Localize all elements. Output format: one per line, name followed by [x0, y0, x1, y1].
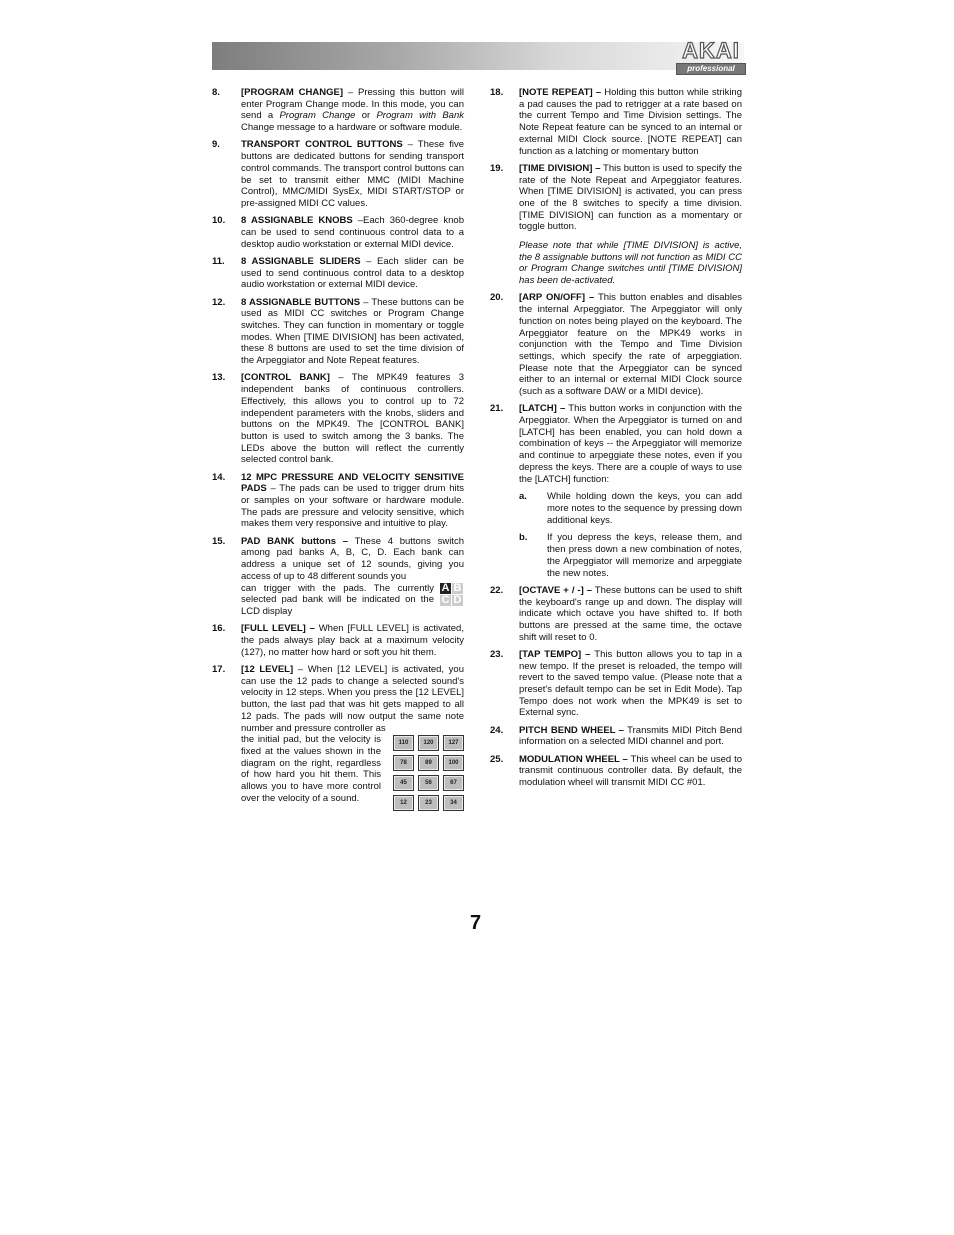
list-item	[212, 215, 464, 250]
velocity-pad: 127	[443, 735, 464, 751]
item-text: This button is used to specify the rate of the Note Repeat and Arpeggiator features. When [TIME DIVISION] is activated, you can press one of the 8 switches to specify a time division. [TIME DIVISION] can function as a momentary or toggle button.	[519, 162, 742, 233]
logo-brand: AKAI	[682, 38, 740, 63]
item-body	[241, 536, 464, 618]
item-text: – Each slider can be used to send continuous control data to a desktop audio workstation or external MIDI device.	[241, 255, 464, 291]
pad-bank-c: C	[441, 593, 450, 606]
item-number: 14.	[212, 471, 226, 483]
item-number: 11.	[212, 255, 225, 267]
item-body	[519, 725, 742, 748]
item-body	[519, 403, 742, 579]
list-item-17	[212, 664, 464, 811]
logo-subtitle: professional	[676, 63, 746, 75]
item-number: 10.	[212, 215, 226, 227]
item-number: 22.	[490, 584, 504, 596]
item-text: When [FULL LEVEL] is activated, the pads always play back at a maximum velocity (127), no matter how hard or soft you hit them.	[241, 623, 464, 658]
item-title: PITCH BEND WHEEL –	[519, 724, 624, 736]
item-body	[519, 754, 742, 789]
item-text: – The pads can be used to trigger drum hits or samples on your software or hardware module. The pads are pressure and velocity sensitive, which makes them very responsive and intuitive to play.	[241, 483, 464, 530]
sub-item-a	[519, 491, 742, 526]
velocity-pad: 100	[443, 755, 464, 771]
item-number: 19.	[490, 162, 504, 174]
item-number: 12.	[212, 296, 226, 308]
item-number: 15.	[212, 535, 226, 547]
item-title: [ARP ON/OFF] –	[519, 292, 595, 304]
item-body	[241, 139, 464, 209]
item-title: 12 MPC PRESSURE AND VELOCITY SENSITIVE PADS	[241, 471, 464, 495]
item-text-segment: – Pressing this button will enter Program Change mode. In this mode, you can send a	[241, 87, 464, 122]
item-body	[241, 664, 464, 811]
item-number: 17.	[212, 663, 226, 675]
item-number: 8.	[212, 87, 220, 98]
list-item	[212, 372, 464, 466]
item-number: 24.	[490, 724, 504, 736]
item-title: [TIME DIVISION] –	[519, 162, 601, 174]
item-text: This button enables and disables the internal Arpeggiator. The Arpeggiator will only function on notes being played on the keyboard. The Arpeggiator feature on the MPK49 works in conjunction with the Tempo and Time Division settings, which specify the rate of arpeggiation. Please note that the Arpeggiator can be synced either to an internal or external MIDI Clock source (such as a software DAW or a MIDI device).	[519, 292, 742, 398]
item-text: This wheel can be used to transmit continuous controller data. By default, the modulation wheel will transmit MIDI CC #01.	[519, 753, 743, 789]
item-number: 23.	[490, 648, 504, 660]
item-number: 16.	[212, 623, 226, 635]
item-number: 9.	[212, 139, 220, 151]
item-title: [NOTE REPEAT] –	[519, 87, 602, 98]
item-text-segment: or	[355, 110, 377, 122]
page-number: 7	[470, 912, 482, 934]
item-number: 25.	[490, 753, 504, 765]
item-body	[241, 215, 464, 250]
item-title: [PROGRAM CHANGE]	[241, 87, 343, 98]
item-body	[519, 87, 742, 157]
sub-item-letter: a.	[519, 491, 527, 503]
item-text: These 4 buttons switch among pad banks A, B, C, D. Each bank can address a unique set of 12 sounds, giving you access of up to 48 different sounds you	[241, 535, 464, 582]
item-body	[519, 649, 742, 719]
list-item	[490, 163, 742, 287]
item-text-side: can trigger with the pads. The currently selected pad bank will be indicated on the LCD display	[241, 582, 434, 617]
item-text-side: the initial pad, but the velocity is fixed at the values shown in the diagram on the right, regardless of how hard you hit them. This allows you to have more control over the velocity of a sound.	[241, 734, 381, 804]
item-title: [CONTROL BANK]	[241, 372, 330, 384]
left-item-list	[212, 87, 464, 530]
list-item	[490, 754, 742, 789]
list-item-21	[490, 403, 742, 579]
item-title: [TAP TEMPO] –	[519, 648, 591, 660]
list-item	[490, 585, 742, 644]
item-text: – These five buttons are dedicated buttons for sending transport control commands. The transport control buttons can be set to transmit either MMC (MIDI Machine Control), MMC/MIDI SysEx, MIDI START/STOP or pre-assigned MIDI CC values.	[241, 139, 464, 209]
pad-bank-a: A	[441, 581, 450, 594]
item-body	[241, 623, 464, 658]
item-body	[519, 585, 742, 644]
item-title: PAD BANK buttons –	[241, 535, 349, 547]
item-number: 13.	[212, 372, 226, 384]
list-item	[212, 139, 464, 209]
item-body	[519, 292, 742, 397]
list-item	[490, 87, 742, 157]
item-text-segment: Change message to a hardware or software module.	[241, 122, 463, 134]
item-note: Please note that while [TIME DIVISION] is active, the 8 assignable buttons will not function as MIDI CC or Program Change switches until [TIME DIVISION] has been de-activated.	[519, 240, 742, 287]
item-title: [OCTAVE + / -] –	[519, 584, 593, 596]
item-body	[241, 256, 464, 291]
velocity-pad: 89	[418, 755, 439, 771]
item-text: This button allows you to tap in a new tempo. If the preset is reloaded, the tempo will revert to the saved tempo value. (Please note that a preset's default tempo can be set in Edit Mode). Tap Tempo does not work when the MPK49 is set to External sync.	[519, 648, 742, 719]
velocity-pad: 12	[393, 795, 414, 811]
item-body	[241, 87, 464, 134]
item-title: MODULATION WHEEL –	[519, 753, 628, 765]
item-text: This button works in conjunction with the Arpeggiator. When the Arpeggiator is turned on and [LATCH] has been enabled, you can hold down a combination of keys -- the Arpeggiator will memorize and continue to arpeggiate these notes, even if you depress the keys. There are a couple of ways to use the [LATCH] function:	[519, 403, 742, 485]
item-text-segment: Program with Bank	[376, 110, 464, 122]
list-item	[490, 725, 742, 748]
pad-bank-b: B	[453, 581, 462, 594]
item-text-segment: Program Change	[279, 110, 356, 122]
header-bar	[212, 42, 744, 70]
list-item	[212, 256, 464, 291]
velocity-pad: 23	[418, 795, 439, 811]
item-title: 8 ASSIGNABLE BUTTONS	[241, 296, 361, 308]
item-title: TRANSPORT CONTROL BUTTONS	[241, 139, 403, 151]
velocity-pad: 110	[393, 735, 414, 751]
list-item-16	[212, 623, 464, 658]
item-title: [12 LEVEL]	[241, 663, 294, 675]
item-number: 18.	[490, 87, 504, 98]
list-item	[212, 472, 464, 531]
velocity-pad-diagram	[393, 735, 464, 811]
velocity-pad: 34	[443, 795, 464, 811]
item-text: These buttons can be used to shift the keyboard's range up and down. The display will indicate which octave you have shifted to. If both buttons are pressed at the same time, the octave shift will reset to 0.	[519, 584, 743, 643]
sub-item-b	[519, 532, 742, 579]
item-text: – The MPK49 features 3 independent banks of continuous controllers. Effectively, this allows you to control up to 72 independent parameters with the knobs, sliders and buttons on the MPK49. The [CONTROL BANK] button is used to switch among the 3 banks. The LEDs above the button will reflect the currently selected control bank.	[241, 372, 464, 466]
item-text: Holding this button while striking a pad causes the pad to retrigger at a rate based on the current Tempo and Time Division settings. The Note Repeat feature can be synced to an internal or external MIDI Clock source. [NOTE REPEAT] can function as a latching or momentary button	[519, 87, 742, 157]
list-item	[490, 292, 742, 397]
right-item-list-a	[490, 87, 742, 398]
right-item-list-b	[490, 585, 742, 789]
list-item-15	[212, 536, 464, 618]
velocity-pad: 120	[418, 735, 439, 751]
velocity-pad: 45	[393, 775, 414, 791]
item-title: 8 ASSIGNABLE SLIDERS	[241, 255, 361, 267]
item-body	[241, 372, 464, 466]
akai-logo	[674, 40, 748, 75]
item-title: [FULL LEVEL] –	[241, 623, 315, 635]
item-title: 8 ASSIGNABLE KNOBS	[241, 215, 353, 227]
item-title: [LATCH] –	[519, 403, 566, 415]
velocity-pad: 78	[393, 755, 414, 771]
left-column	[212, 87, 464, 817]
velocity-pad: 67	[443, 775, 464, 791]
item-body	[241, 472, 464, 531]
item-body	[519, 163, 742, 287]
pad-bank-d: D	[453, 593, 462, 606]
list-item	[212, 297, 464, 367]
item-text: – These buttons can be used as MIDI CC switches or Program Change switches. They can function in momentary or toggle modes. When [TIME DIVISION] has been activated, these 8 buttons are used to set the time division of the Arpeggiator and Note Repeat features.	[241, 296, 464, 367]
pad-bank-icon	[440, 583, 464, 607]
item-text: Transmits MIDI Pitch Bend information on a selected MIDI channel and port.	[519, 724, 742, 748]
item-text: –Each 360-degree knob can be used to send continuous control data to a desktop audio workstation or external MIDI device.	[241, 215, 464, 250]
item-text: – When [12 LEVEL] is activated, you can use the 12 pads to change a selected sound's velocity in 12 steps. When you press the [12 LEVEL] button, the last pad that was hit gets mapped to all 12 pads. The pads will now output the same note number and pressure controller as	[241, 663, 464, 734]
right-column	[490, 87, 742, 794]
list-item	[490, 649, 742, 719]
sub-item-text: While holding down the keys, you can add more notes to the sequence by pressing down additional keys.	[547, 491, 742, 526]
item-number: 21.	[490, 403, 504, 415]
sub-item-letter: b.	[519, 532, 528, 544]
list-item	[212, 87, 464, 134]
item-number: 20.	[490, 292, 504, 304]
item-body	[241, 297, 464, 367]
velocity-pad: 56	[418, 775, 439, 791]
sub-item-text: If you depress the keys, release them, and then press down a new combination of notes, the Arpeggiator will memorize and arpeggiate the new notes.	[547, 532, 742, 579]
